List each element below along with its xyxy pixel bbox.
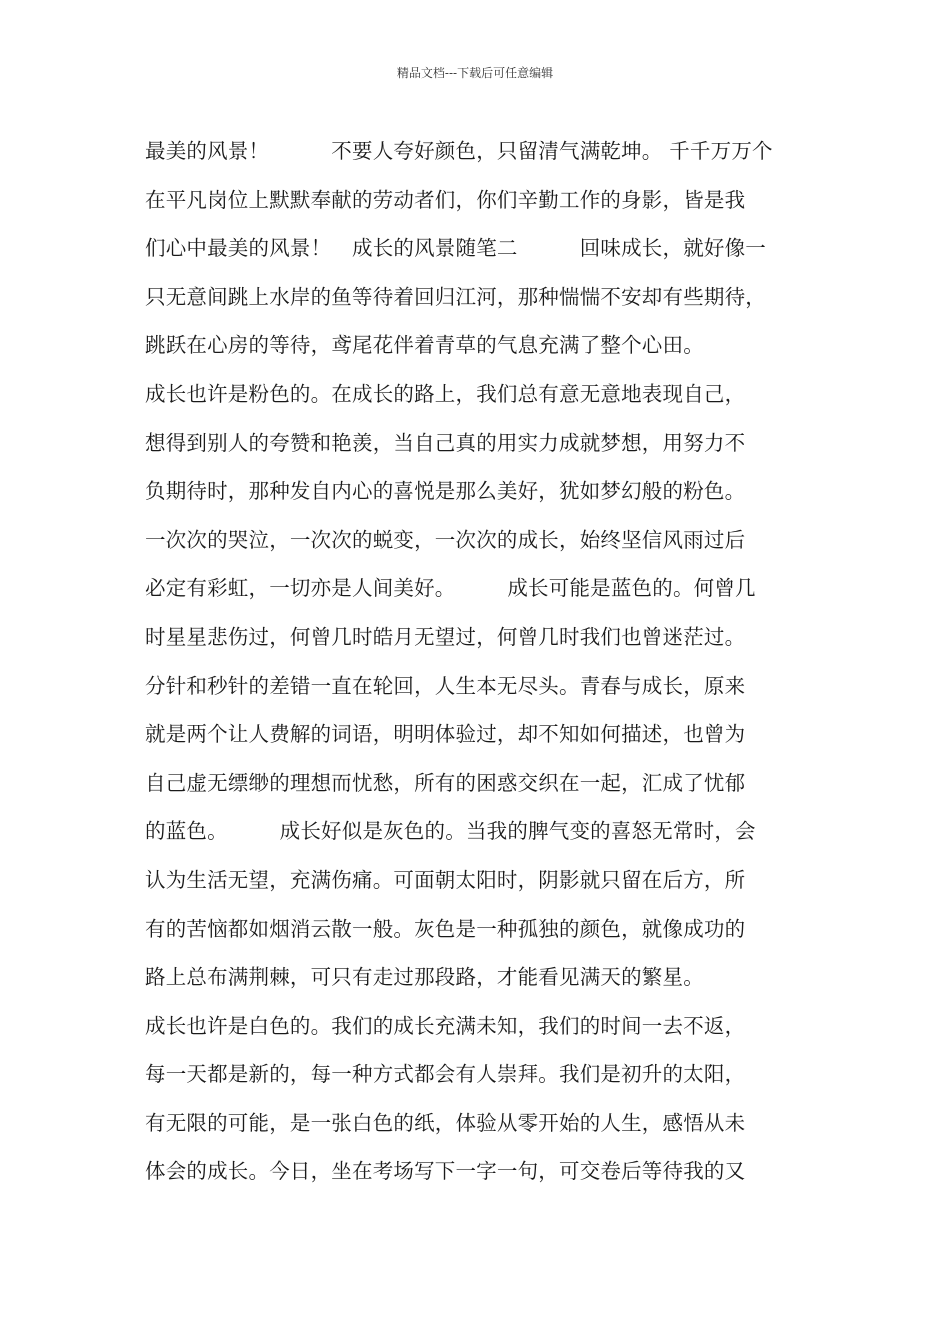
text-line: 必定有彩虹，一切亦是人间美好。 成长可能是蓝色的。何曾几 [145,576,756,601]
text-line: 自己虚无缥缈的理想而忧愁，所有的困惑交织在一起，汇成了忧郁 [145,770,746,795]
text-line: 认为生活无望，充满伤痛。可面朝太阳时，阴影就只留在后方，所 [145,867,746,892]
text-line: 有的苦恼都如烟消云散一般。灰色是一种孤独的颜色，就像成功的 [145,916,746,941]
body-text [145,132,835,1201]
text-line: 体会的成长。今日，坐在考场写下一字一句，可交卷后等待我的又 [145,1159,746,1184]
text-line: 一次次的哭泣，一次次的蜕变，一次次的成长，始终坚信风雨过后 [145,527,746,552]
text-line: 最美的风景！ 不要人夸好颜色，只留清气满乾坤。 千千万万个 [145,139,773,163]
text-line: 就是两个让人费解的词语，明明体验过，却不知如何描述，也曾为 [145,722,746,747]
text-line: 的蓝色。 成长好似是灰色的。当我的脾气变的喜怒无常时，会 [145,819,756,844]
text-line: 负期待时，那种发自内心的喜悦是那么美好，犹如梦幻般的粉色。 [145,479,746,504]
text-line: 想得到别人的夸赞和艳羡，当自己真的用实力成就梦想，用努力不 [145,430,746,455]
text-line: 有无限的可能，是一张白色的纸，体验从零开始的人生，感悟从未 [145,1110,746,1135]
text-line: 成长也许是粉色的。在成长的路上，我们总有意无意地表现自己， [145,381,746,406]
text-line: 跳跃在心房的等待，鸢尾花伴着青草的气息充满了整个心田。 [145,333,704,358]
text-line: 路上总布满荆棘，可只有走过那段路，才能看见满天的繁星。 [145,965,704,990]
text-line: 们心中最美的风景！ 成长的风景随笔二 回味成长，就好像一 [145,236,766,261]
page-header: 精品文档---下载后可任意编辑 [396,66,554,80]
text-line: 分针和秒针的差错一直在轮回，人生本无尽头。青春与成长，原来 [145,673,746,698]
text-line: 在平凡岗位上默默奉献的劳动者们，你们辛勤工作的身影，皆是我 [145,187,746,212]
text-line: 时星星悲伤过，何曾几时皓月无望过，何曾几时我们也曾迷茫过。 [145,624,746,649]
text-line: 每一天都是新的，每一种方式都会有人崇拜。我们是初升的太阳， [145,1062,746,1087]
text-line: 成长也许是白色的。我们的成长充满未知，我们的时间一去不返， [145,1013,746,1038]
text-line: 只无意间跳上水岸的鱼等待着回归江河，那种惴惴不安却有些期待， [145,284,766,309]
